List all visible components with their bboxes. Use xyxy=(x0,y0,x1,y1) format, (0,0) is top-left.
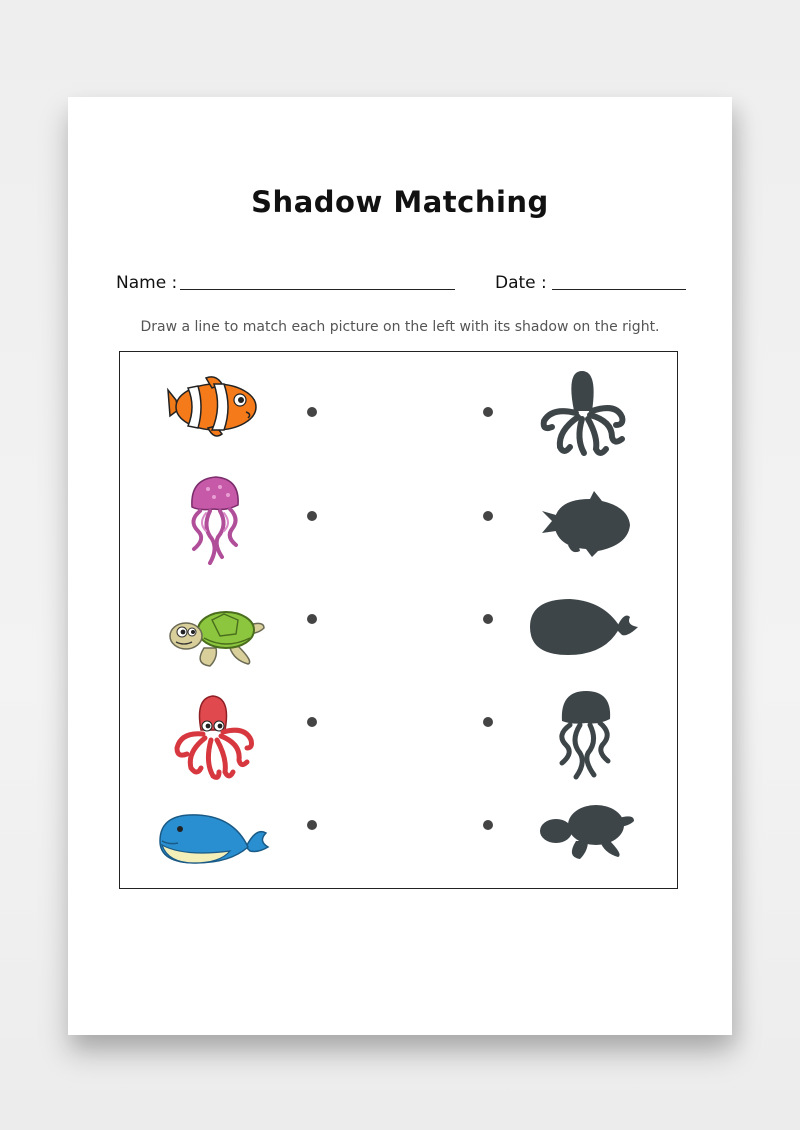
whale-shadow xyxy=(526,597,644,661)
octopus-shadow xyxy=(536,367,632,461)
worksheet-page xyxy=(68,97,732,1035)
match-dot-right-4[interactable] xyxy=(483,717,493,727)
octopus-icon xyxy=(167,692,259,784)
jellyfish-shadow xyxy=(548,687,620,783)
name-field[interactable] xyxy=(180,289,455,290)
match-dot-left-5[interactable] xyxy=(307,820,317,830)
match-dot-right-2[interactable] xyxy=(483,511,493,521)
name-label: Name : xyxy=(116,273,178,293)
match-dot-left-1[interactable] xyxy=(307,407,317,417)
clownfish-icon xyxy=(166,372,262,442)
jellyfish-icon xyxy=(178,473,248,569)
match-dot-left-2[interactable] xyxy=(307,511,317,521)
match-dot-right-1[interactable] xyxy=(483,407,493,417)
fish-shadow xyxy=(538,489,636,559)
date-field[interactable] xyxy=(552,289,686,290)
match-dot-left-4[interactable] xyxy=(307,717,317,727)
sea-turtle-shadow xyxy=(534,797,638,861)
instructions-text: Draw a line to match each picture on the left with its shadow on the right. xyxy=(140,319,660,335)
date-label: Date : xyxy=(495,273,547,293)
match-dot-left-3[interactable] xyxy=(307,614,317,624)
match-dot-right-5[interactable] xyxy=(483,820,493,830)
whale-icon xyxy=(154,807,272,871)
match-dot-right-3[interactable] xyxy=(483,614,493,624)
sea-turtle-icon xyxy=(164,602,268,670)
worksheet-title: Shadow Matching xyxy=(251,185,549,219)
